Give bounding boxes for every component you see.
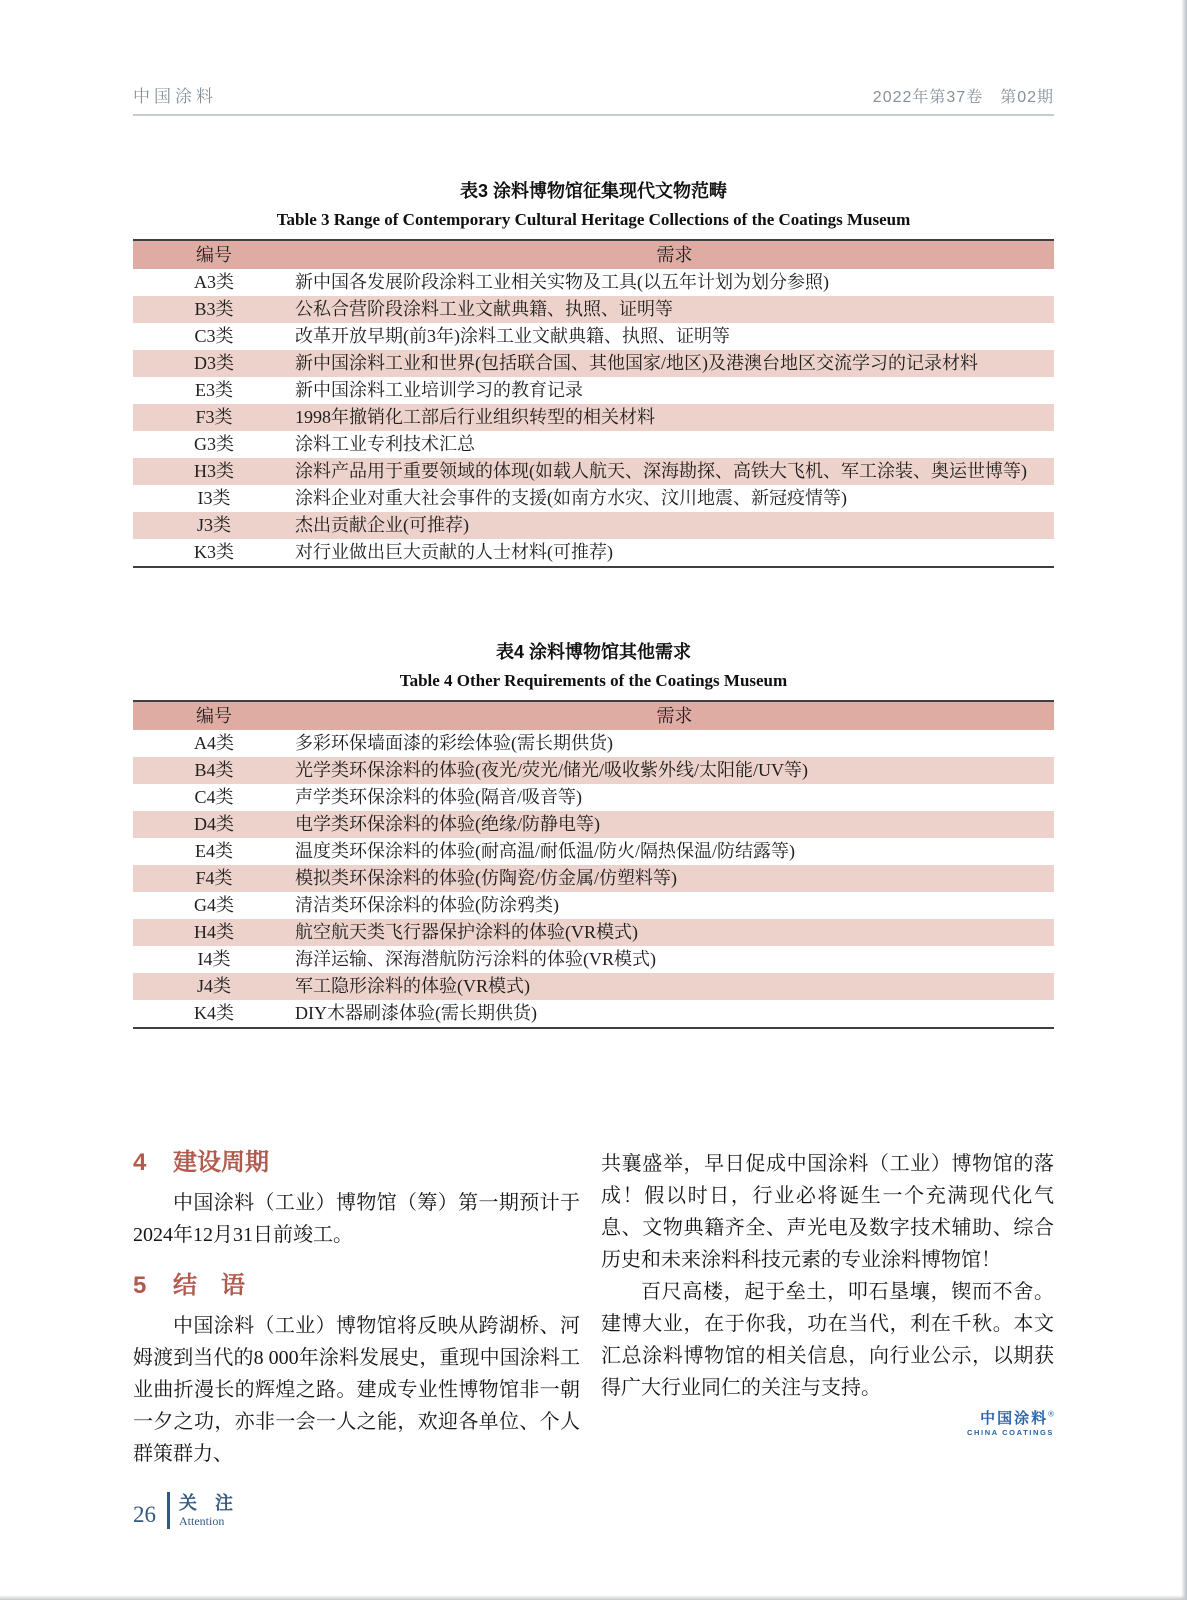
column-header-code: 编号 [133,240,295,269]
section-title: 结 语 [173,1272,245,1299]
table4-title-en: Table 4 Other Requirements of the Coatings Museum [399,671,788,690]
row-code: F4类 [195,868,233,888]
row-code: B3类 [194,299,234,319]
logo-text-en: CHINA COATINGS [967,1427,1054,1437]
row-requirement: 新中国各发展阶段涂料工业相关实物及工具(以五年计划为划分参照) [295,272,829,292]
row-code: C4类 [194,787,234,807]
table4-block [133,641,1054,1029]
conclusion-paragraph: 中国涂料（工业）博物馆将反映从跨湖桥、河姆渡到当代的8 000年涂料发展史，重现中国涂料工业曲折漫长的辉煌之路。建成专业性博物馆非一朝一夕之功，亦非一会一人之能，欢迎各单位、个人群策群力、 [133,1315,580,1465]
row-code: G4类 [194,895,234,915]
row-requirement: 新中国涂料工业培训学习的教育记录 [295,380,583,400]
row-requirement: DIY木器刷漆体验(需长期供货) [295,1003,537,1023]
table-row [133,919,1054,946]
continued-paragraph: 共襄盛举，早日促成中国涂料（工业）博物馆的落成！假以时日，行业必将诞生一个充满现代化气息、文物典籍齐全、声光电及数字技术辅助、综合历史和未来涂料科技元素的专业涂料博物馆！ [601,1153,1054,1271]
row-code: F3类 [195,407,233,427]
table-row [133,865,1054,892]
row-code: E4类 [195,841,233,861]
row-code: C3类 [194,326,234,346]
row-code: A3类 [194,272,234,292]
table-row [133,377,1054,404]
footer-section-zh: 关 注 [179,1493,233,1513]
table3-header-row [133,240,1054,269]
table-row [133,784,1054,811]
row-code: B4类 [194,760,234,780]
row-code: I3类 [197,488,231,508]
row-requirement: 航空航天类飞行器保护涂料的体验(VR模式) [295,922,638,942]
row-requirement: 杰出贡献企业(可推荐) [295,515,469,535]
row-code: J4类 [196,976,231,996]
page-number: 26 [133,1501,156,1527]
row-code: J3类 [196,515,231,535]
table-row [133,1000,1054,1028]
issue-info: 2022年第37卷 第02期 [872,89,1054,106]
china-coatings-logo [601,1410,1054,1437]
section-number: 5 [133,1272,147,1299]
table4-title-zh: 表4 涂料博物馆其他需求 [495,642,691,662]
construction-paragraph: 中国涂料（工业）博物馆（筹）第一期预计于2024年12月31日前竣工。 [133,1192,580,1246]
row-requirement: 涂料产品用于重要领域的体现(如载人航天、深海勘探、高铁大飞机、军工涂装、奥运世博等) [295,461,1027,481]
table-row [133,485,1054,512]
row-requirement: 改革开放早期(前3年)涂料工业文献典籍、执照、证明等 [295,326,730,346]
table-row [133,323,1054,350]
row-requirement: 声学类环保涂料的体验(隔音/吸音等) [295,787,582,807]
row-requirement: 电学类环保涂料的体验(绝缘/防静电等) [295,814,600,834]
table4-header-row [133,701,1054,730]
section-heading-construction [133,1148,580,1178]
footer-section-en: Attention [179,1514,225,1528]
row-code: G3类 [194,434,234,454]
row-code: H3类 [194,461,234,481]
row-code: E3类 [195,380,233,400]
page-footer [133,1492,233,1529]
table-row [133,757,1054,784]
table-row [133,404,1054,431]
row-requirement: 涂料工业专利技术汇总 [295,434,475,454]
row-code: D3类 [194,353,234,373]
row-requirement: 1998年撤销化工部后行业组织转型的相关材料 [295,407,655,427]
row-requirement: 模拟类环保涂料的体验(仿陶瓷/仿金属/仿塑料等) [295,868,677,888]
table3 [133,239,1054,568]
table4 [133,700,1054,1029]
row-code: I4类 [197,949,231,969]
row-requirement: 清洁类环保涂料的体验(防涂鸦类) [295,895,559,915]
table-row [133,811,1054,838]
table-row [133,431,1054,458]
table3-block [133,180,1054,568]
column-header-code: 编号 [133,701,295,730]
row-code: H4类 [194,922,234,942]
closing-paragraph: 百尺高楼，起于垒土，叩石垦壤，锲而不舍。建博大业，在于你我，功在当代，利在千秋。本文汇总涂料博物馆的相关信息，向行业公示，以期获得广大行业同仁的关注与支持。 [601,1281,1054,1399]
page-edge-shadow-right [1181,0,1187,1600]
running-head [133,82,1054,116]
section-heading-conclusion [133,1271,580,1301]
row-requirement: 公私合营阶段涂料工业文献典籍、执照、证明等 [295,299,673,319]
row-code: A4类 [194,733,234,753]
row-code: K4类 [194,1003,234,1023]
column-header-requirement: 需求 [295,701,1054,730]
table-row [133,838,1054,865]
footer-section [170,1492,233,1529]
table-row [133,458,1054,485]
section-title: 建设周期 [173,1149,269,1176]
table3-title-zh: 表3 涂料博物馆征集现代文物范畴 [459,181,727,201]
table-row [133,539,1054,567]
table-row [133,269,1054,296]
row-requirement: 新中国涂料工业和世界(包括联合国、其他国家/地区)及港澳台地区交流学习的记录材料 [295,353,978,373]
row-code: D4类 [194,814,234,834]
logo-text-zh: 中国涂料 [980,1410,1049,1427]
right-column [601,1148,1054,1437]
row-requirement: 对行业做出巨大贡献的人士材料(可推荐) [295,542,613,562]
registered-mark-icon: ® [1048,1409,1054,1419]
journal-name: 中国涂料 [133,87,217,106]
row-requirement: 多彩环保墙面漆的彩绘体验(需长期供货) [295,733,613,753]
table-row [133,892,1054,919]
table-row [133,973,1054,1000]
row-requirement: 涂料企业对重大社会事件的支援(如南方水灾、汶川地震、新冠疫情等) [295,488,847,508]
row-requirement: 海洋运输、深海潜航防污涂料的体验(VR模式) [295,949,656,969]
page-edge-shadow-bottom [0,1595,1187,1600]
row-requirement: 温度类环保涂料的体验(耐高温/耐低温/防火/隔热保温/防结露等) [295,841,795,861]
row-requirement: 光学类环保涂料的体验(夜光/荧光/储光/吸收紫外线/太阳能/UV等) [295,760,808,780]
table-row [133,730,1054,757]
table3-title-en: Table 3 Range of Contemporary Cultural Heritage Collections of the Coatings Museum [276,210,911,229]
table-row [133,350,1054,377]
table-row [133,946,1054,973]
row-code: K3类 [194,542,234,562]
left-column [133,1148,580,1470]
column-header-requirement: 需求 [295,240,1054,269]
table-row [133,512,1054,539]
table-row [133,296,1054,323]
row-requirement: 军工隐形涂料的体验(VR模式) [295,976,530,996]
section-number: 4 [133,1149,147,1176]
